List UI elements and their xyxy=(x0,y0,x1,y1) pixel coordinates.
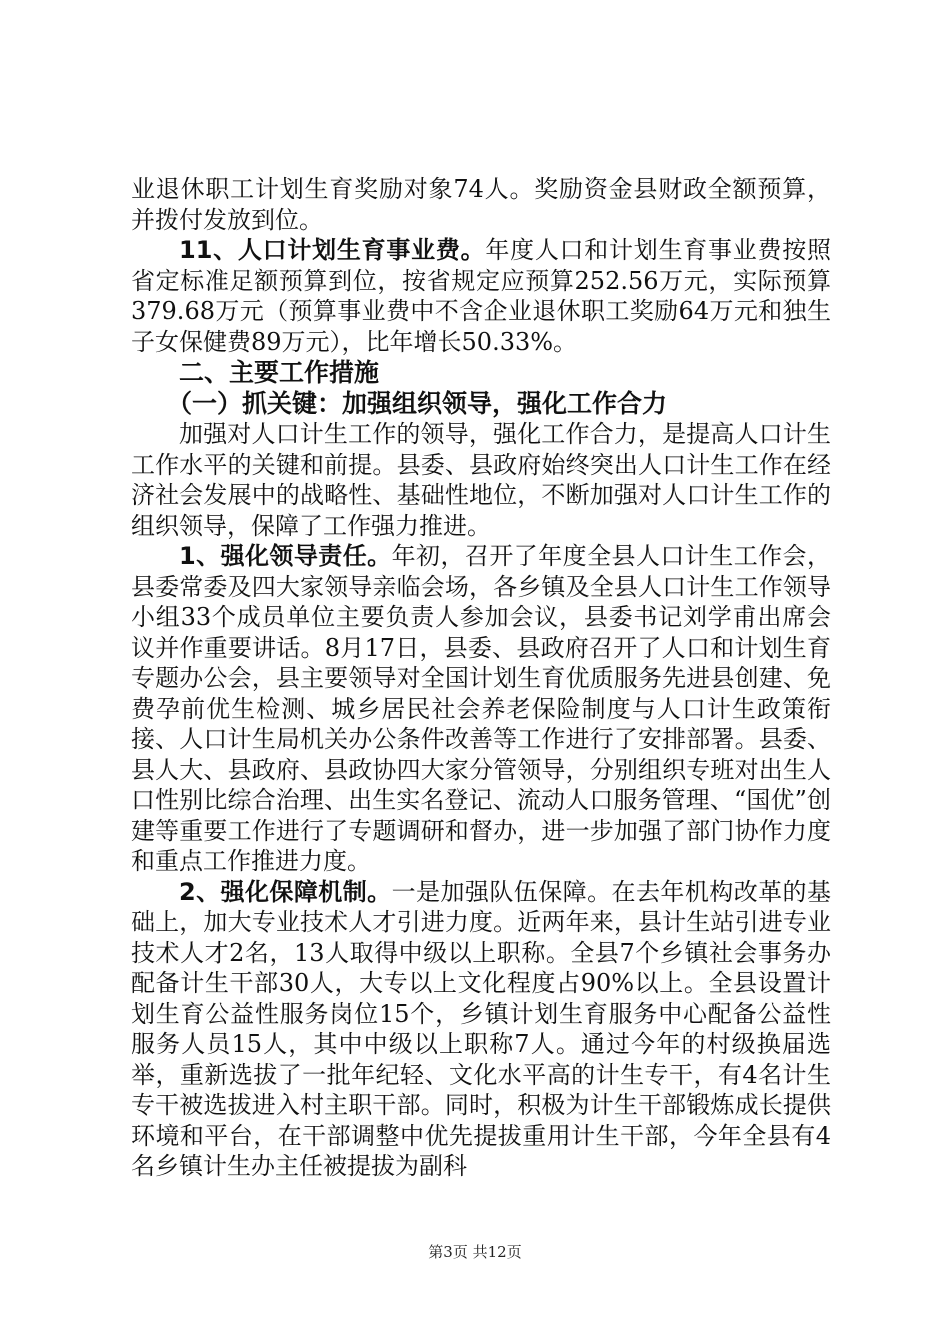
paragraph-continuation xyxy=(131,174,831,235)
section-heading: 二、主要工作措施 xyxy=(179,358,380,387)
paragraph-text: 一是加强队伍保障。在去年机构改革的基础上，加大专业技术人才引进力度。近两年来，县计生站引进专业技术人才2名，13人取得中级以上职称。全县7个乡镇社会事务办配备计生干部30人，大专以上文化程度占90%以上。全县设置计划生育公益性服务岗位15个，乡镇计划生育服务中心配备公益性服务人员15人，其中中级以上职称7人。通过今年的村级换届选举，重新选拔了一批年纪轻、文化水平高的计生专干，有4名计生专干被选拔进入村主职干部。同时，积极为计生干部锻炼成长提供环境和平台，在干部调整中优先提拔重用计生干部，今年全县有4名乡镇计生办主任被提拔为副科 xyxy=(131,877,831,1180)
paragraph-lead: 2、强化保障机制。 xyxy=(179,877,392,906)
paragraph-intro xyxy=(131,419,831,541)
paragraph-lead: 11、人口计划生育事业费。 xyxy=(179,236,486,264)
paragraph-text: 年初，召开了年度全县人口计生工作会，县委常委及四大家领导亲临会场，各乡镇及全县人口计生工作领导小组33个成员单位主要负责人参加会议，县委书记刘学甫出席会议并作重要讲话。8月17日，县委、县政府召开了人口和计划生育专题办公会，县主要领导对全国计划生育优质服务先进县创建、免费孕前优生检测、城乡居民社会养老保险制度与人口计生政策衔接、人口计生局机关办公条件改善等工作进行了安排部署。县委、县人大、县政府、县政协四大家分管领导，分别组织专班对出生人口性别比综合治理、出生实名登记、流动人口服务管理、“国优”创建等重要工作进行了专题调研和督办，进一步加强了部门协作力度和重点工作推进力度。 xyxy=(131,542,831,875)
paragraph-item-11 xyxy=(131,235,831,357)
paragraph-text: 加强对人口计生工作的领导，强化工作合力，是提高人口计生工作水平的关键和前提。县委、县政府始终突出人口计生工作在经济社会发展中的战略性、基础性地位，不断加强对人口计生工作的组织领导，保障了工作强力推进。 xyxy=(131,420,831,540)
paragraph-text: 年度人口和计划生育事业费按照省定标准足额预算到位，按省规定应预算252.56万元，实际预算379.68万元（预算事业费中不含企业退休职工奖励64万元和独生子女保健费89万元），比年增长50.33%。 xyxy=(131,236,831,356)
paragraph-item-1 xyxy=(131,541,831,877)
page-footer xyxy=(0,1241,950,1262)
paragraph-item-2 xyxy=(131,877,831,1182)
subsection-heading: （一）抓关键：加强组织领导，强化工作合力 xyxy=(167,389,668,418)
paragraph-lead: 1、强化领导责任。 xyxy=(179,542,392,570)
page-number: 第3页 共12页 xyxy=(428,1243,522,1261)
document-body xyxy=(131,174,831,1182)
paragraph-text: 业退休职工计划生育奖励对象74人。奖励资金县财政全额预算，并拨付发放到位。 xyxy=(131,175,831,234)
